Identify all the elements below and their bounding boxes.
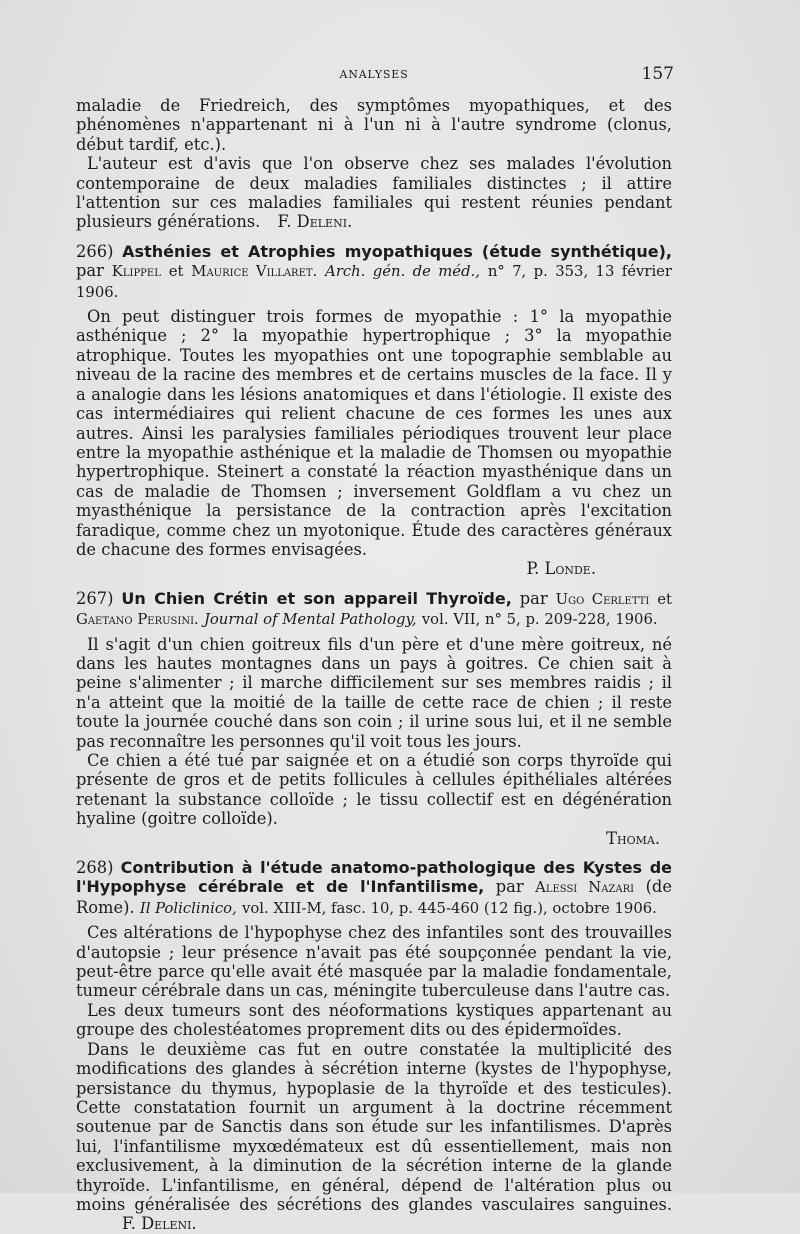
article-268-heading bbox=[76, 858, 672, 918]
signature: Thoma. bbox=[606, 828, 660, 848]
article-par: par bbox=[495, 877, 524, 897]
article-266-body: On peut distinguer trois formes de myopathie : 1° la myopathie asthénique ; 2° la myopathie hypertrophique ; 3° la myopathie atrophique. Toutes les myopathies ont une topographie semblable au niveau de la racine des membres et de certains muscles de la face. Il y a analogie dans les lésions anatomiques et dans l'étiologie. Il existe des cas intermédiaires qui relient chacune de ces formes les unes aux autres. Ainsi les paralysies familiales périodiques trouvent leur place entre la myopathie asthénique et la maladie de Thomsen ou myopathie hypertrophique. Steinert a constaté la réaction myasthénique dans un cas de maladie de Thomsen ; inversement Goldflam a vu chez un myasthénique la persistance de la contraction après l'excitation faradique, comme chez un myotonique. Étude des caractères généraux de chacune des formes envisagées. bbox=[76, 307, 672, 559]
continuation-paragraph: maladie de Friedreich, des symptômes myopathiques, et des phénomènes n'appartenant ni à l'un ni à l'autre syndrome (clonus, début tardif, etc.). bbox=[76, 96, 672, 154]
continuation-text: L'auteur est d'avis que l'on observe chez ses malades l'évolution contemporaine de deux maladies familiales distinctes ; il attire l'attention sur ces maladies familiales qui restent réunies pendant plusieurs générations. bbox=[76, 154, 672, 232]
article-par: par bbox=[519, 588, 548, 608]
page-number: 157 bbox=[641, 64, 674, 84]
article-par: par bbox=[76, 261, 104, 281]
running-head bbox=[76, 66, 672, 88]
article-title: Un Chien Crétin et son appareil Thyroïde, bbox=[121, 588, 512, 608]
article-author: Klippel bbox=[111, 263, 161, 281]
signature: F. Deleni. bbox=[277, 212, 353, 232]
article-details: n° 7, p. 353, 13 février 1906. bbox=[76, 263, 673, 301]
article-268-body-3 bbox=[76, 1040, 672, 1234]
article-journal: Arch. gén. de méd., bbox=[325, 263, 480, 281]
article-details: vol. XIII-M, fasc. 10, p. 445-460 (12 fig.), octobre 1906. bbox=[241, 899, 657, 917]
continuation-paragraph-2 bbox=[76, 154, 672, 232]
article-author: Maurice Villaret. bbox=[191, 263, 318, 281]
article-place: (de Rome). bbox=[76, 877, 672, 917]
article-number: 268) bbox=[76, 858, 114, 878]
article-et: et bbox=[657, 590, 672, 608]
article-journal: Il Policlinico, bbox=[139, 899, 237, 917]
article-et: et bbox=[168, 263, 184, 281]
article-number: 267) bbox=[76, 588, 114, 608]
article-268-body-3-text: Dans le deuxième cas fut en outre constatée la multiplicité des modifications des glandes à sécrétion interne (kystes de l'hypophyse, persistance du thymus, hypoplasie de la thyroïde et des testicules). Cette constatation fournit un argument à la doctrine récemment soutenue par de Sanctis dans son étude sur les infantilismes. D'après lui, l'infantilisme myxœdémateux est dû essentiellement, mais non exclusivement, à la diminution de la sécrétion interne de la glande thyroïde. L'infantilisme, en général, dépend de l'altération plus ou moins généralisée des sécrétions des glandes vasculaires sanguines. bbox=[76, 1039, 672, 1214]
article-journal: Journal of Mental Pathology, bbox=[203, 611, 417, 629]
article-267-heading bbox=[76, 589, 672, 630]
article-author: Gaetano Perusini. bbox=[76, 611, 199, 629]
article-267-body-1: Il s'agit d'un chien goitreux fils d'un père et d'une mère goitreux, né dans les hautes montagnes dans un pays à goitres. Ce chien sait à peine s'alimenter ; il marche difficilement sur ses membres raidis ; il n'a atteint que la moitié de la taille de cette race de chien ; il reste toute la journée couché dans son coin ; il urine sous lui, et il ne semble pas reconnaître les personnes qu'il voit tous les jours. bbox=[76, 634, 672, 751]
article-author: Ugo Cerletti bbox=[555, 590, 650, 608]
article-268-body-1: Ces altérations de l'hypophyse chez des infantiles sont des trouvailles d'autopsie ; leur présence n'avait pas été soupçonnée pendant la vie, peut-être parce qu'elle avait été masquée par la maladie fondamentale, tumeur cérébrale dans un cas, méningite tuberculeuse dans l'autre cas. bbox=[76, 923, 672, 1001]
running-title: ANALYSES bbox=[339, 68, 409, 81]
signature: P. Londe. bbox=[526, 559, 596, 579]
article-267-body-2: Ce chien a été tué par saignée et on a étudié son corps thyroïde qui présente de gros et de petits follicules à cellules épithéliales altérées retenant la substance colloïde ; le tissu collectif est en dégénération hyaline (goitre colloïde). bbox=[76, 751, 672, 829]
signature: F. Deleni. bbox=[122, 1214, 197, 1234]
article-author: Alessi Nazari bbox=[535, 879, 635, 897]
article-number: 266) bbox=[76, 241, 114, 261]
article-title: Asthénies et Atrophies myopathiques (étude synthétique), bbox=[122, 241, 672, 261]
article-266-heading bbox=[76, 242, 672, 302]
article-details: vol. VII, n° 5, p. 209-228, 1906. bbox=[421, 611, 658, 629]
article-268-body-2: Les deux tumeurs sont des néoformations kystiques appartenant au groupe des cholestéatomes proprement dits ou des épidermoïdes. bbox=[76, 1000, 672, 1040]
article-title: Contribution à l'étude anatomo-pathologique des Kystes de l'Hypophyse cérébrale et de l'Infantilisme, bbox=[76, 858, 672, 897]
